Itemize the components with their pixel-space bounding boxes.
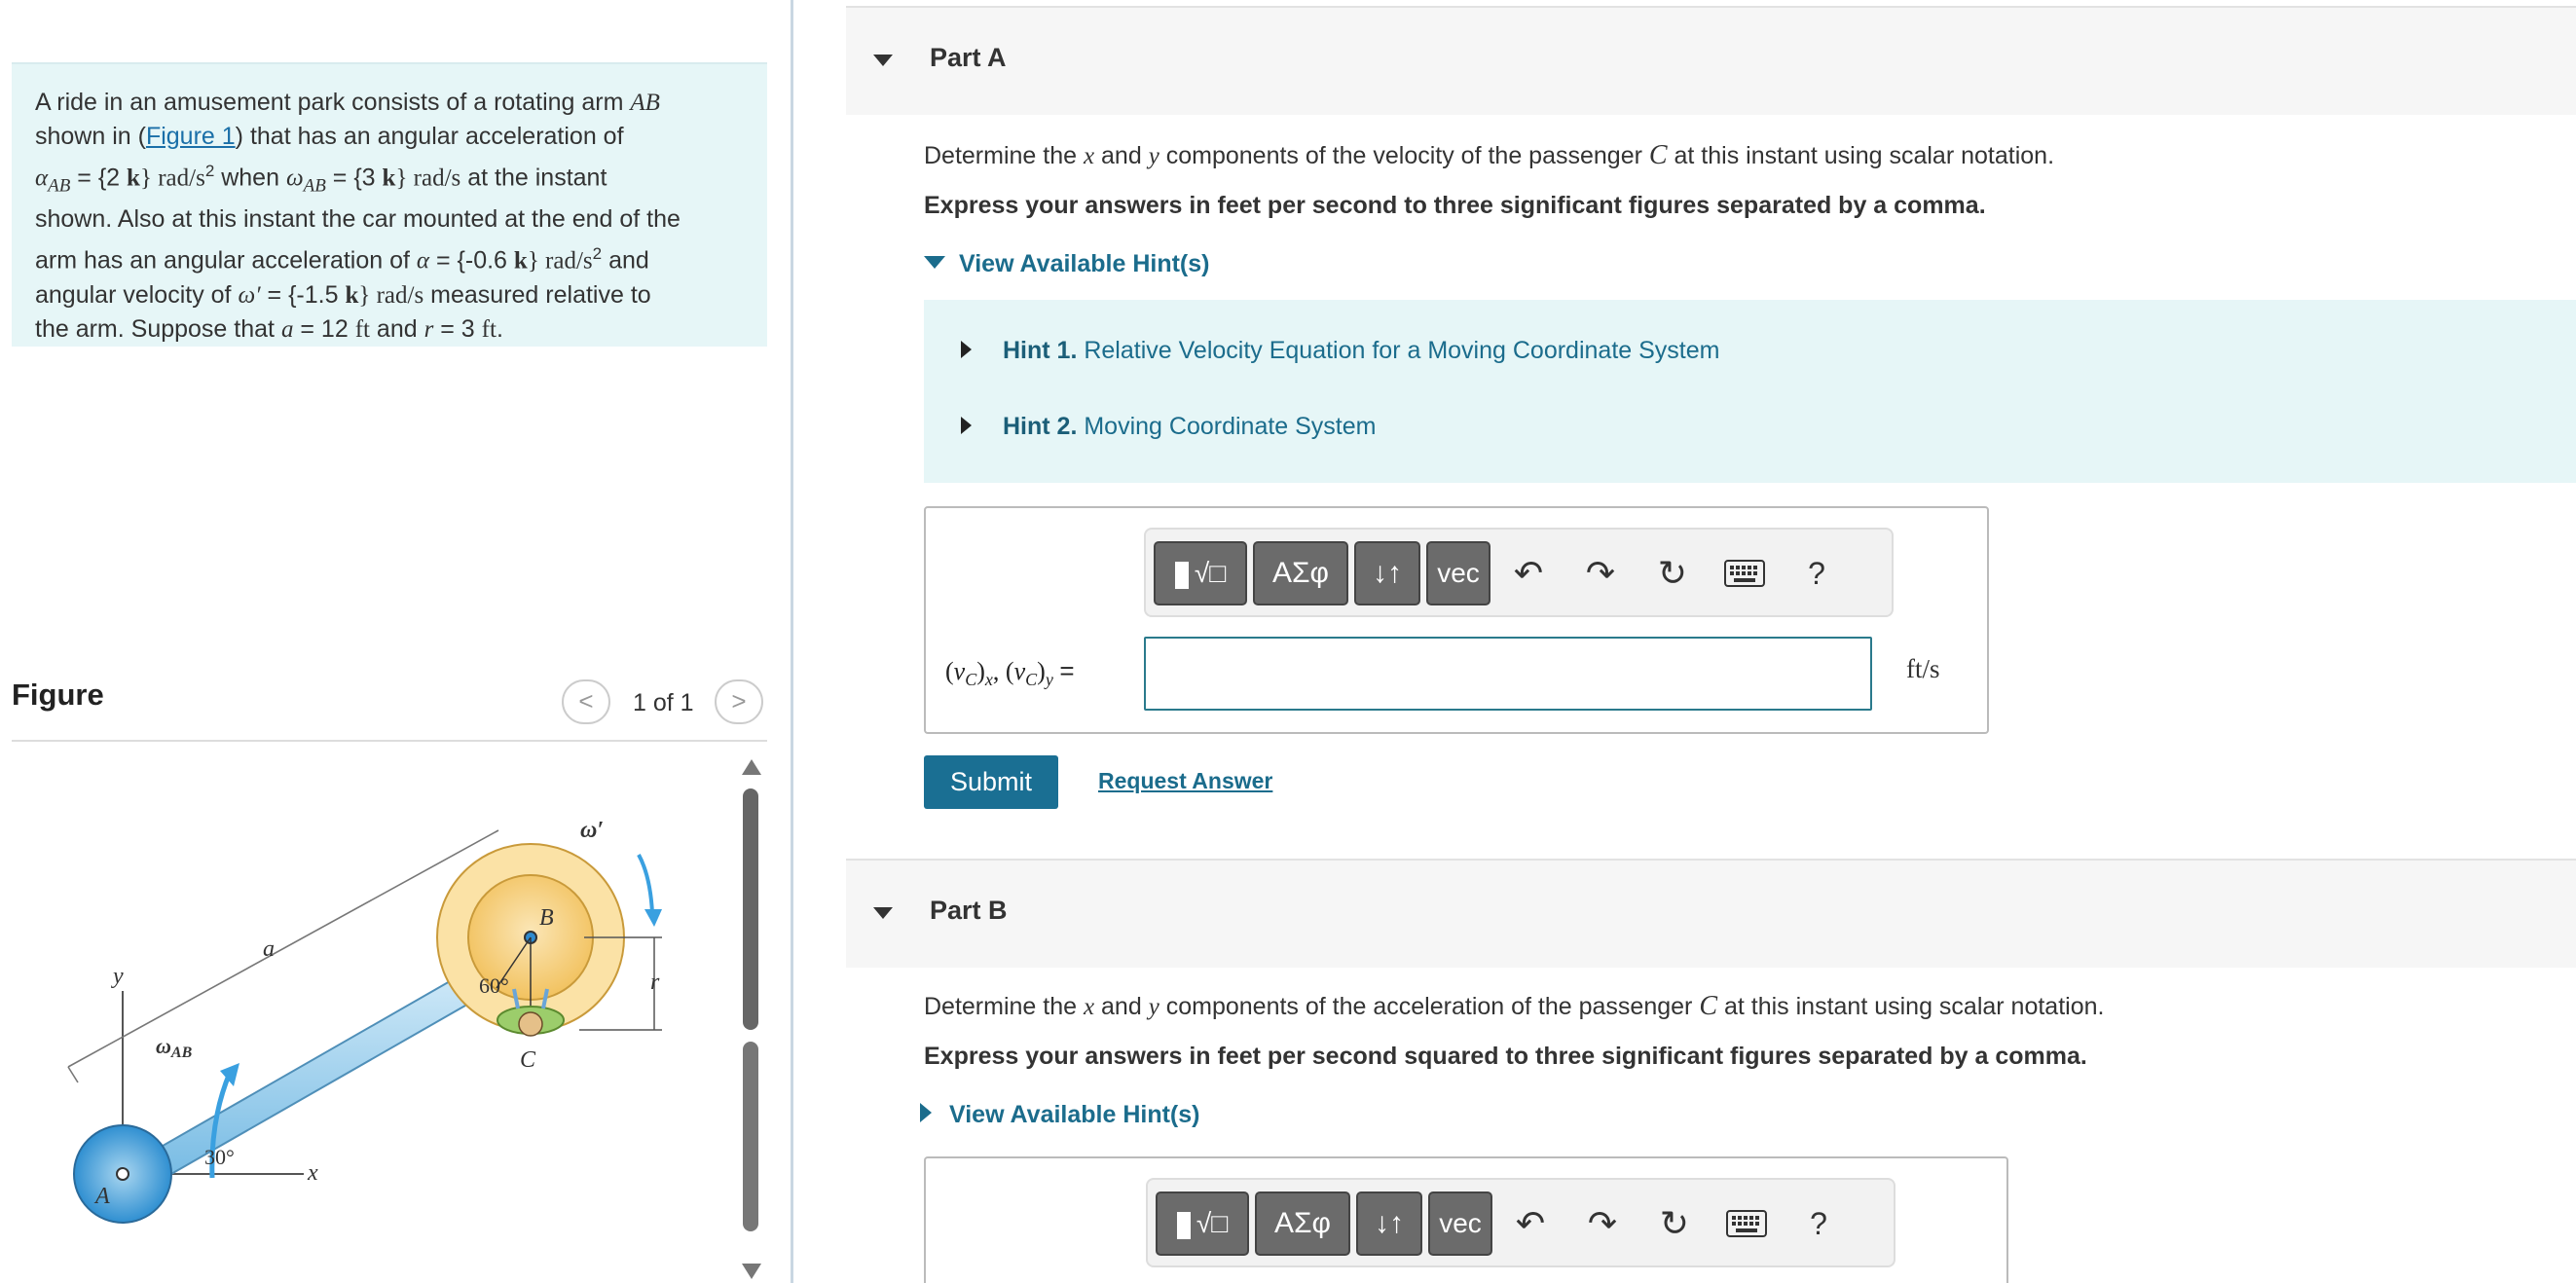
part-a-answer-input[interactable] (1144, 637, 1872, 711)
part-a-instruction: Express your answers in feet per second to three significant figures separated by a comma. (924, 192, 1986, 219)
c-variable: C (1648, 140, 1668, 170)
alpha-ab-sub: AB (48, 175, 71, 197)
problem-text: at the instant (460, 164, 607, 192)
math-toolbar (1146, 1178, 1895, 1267)
right-pane (793, 0, 2576, 1283)
x-variable: x (1083, 143, 1095, 169)
redo-icon[interactable]: ↷ (1585, 553, 1616, 593)
omega-ab-sub: AB (303, 175, 326, 197)
question-text: Determine the (924, 142, 1084, 169)
part-a-header[interactable] (846, 6, 2576, 115)
a-variable: a (280, 315, 294, 343)
k-unit-vector: k (127, 165, 140, 192)
figure-scrollbar[interactable] (740, 759, 761, 1283)
keyboard-icon[interactable] (1718, 545, 1771, 602)
unit: } rad/s (527, 247, 593, 275)
part-b-header[interactable] (846, 859, 2576, 968)
question-text: at this instant using scalar notation. (1717, 993, 2105, 1020)
math-toolbar (1144, 528, 1894, 617)
hint-toggle-label: View Available Hint(s) (959, 250, 1210, 277)
hint-1[interactable] (961, 337, 1719, 365)
alpha-symbol: α (416, 247, 430, 275)
next-figure-button[interactable]: > (715, 679, 763, 724)
hint-number: Hint 2. (1003, 413, 1078, 440)
templates-button[interactable]: √□ (1154, 541, 1247, 605)
unit: } rad/s (358, 281, 424, 309)
templates-button[interactable]: √□ (1156, 1191, 1249, 1256)
reset-icon[interactable]: ↻ (1659, 1203, 1690, 1243)
left-pane (0, 0, 791, 1283)
vector-button[interactable]: vec (1428, 1191, 1492, 1256)
prev-figure-button[interactable]: < (562, 679, 610, 724)
problem-text: angular velocity of (35, 280, 239, 309)
k-unit-vector: k (513, 247, 528, 275)
k-unit-vector: k (345, 281, 359, 309)
question-text: components of the acceleration of the passenger (1159, 993, 1700, 1020)
scroll-thumb[interactable] (743, 788, 758, 1030)
unit: ft (481, 315, 497, 343)
k-unit-vector: k (382, 165, 396, 192)
problem-text: arm has an angular acceleration of (35, 246, 417, 275)
r-variable: r (423, 315, 434, 343)
alpha-value: = {-0.6 (429, 246, 514, 275)
y-variable: y (1148, 143, 1159, 169)
caret-right-icon (961, 341, 972, 358)
vector-button[interactable]: vec (1426, 541, 1490, 605)
question-text: components of the velocity of the passenger (1159, 142, 1649, 169)
figure-diagram (39, 808, 720, 1283)
hints-box (924, 300, 2576, 483)
alpha-ab-value: = {2 (70, 164, 128, 192)
hint-number: Hint 1. (1003, 337, 1078, 364)
problem-text: and (602, 246, 649, 275)
undo-icon[interactable]: ↶ (1513, 553, 1544, 593)
part-a-title: Part A (930, 43, 1007, 72)
problem-text: A ride in an amusement park consists of a rotating arm (35, 89, 631, 116)
undo-icon[interactable]: ↶ (1515, 1203, 1546, 1243)
caret-right-icon (961, 417, 972, 434)
help-icon[interactable]: ? (1808, 556, 1825, 591)
part-a-hint-toggle[interactable] (924, 250, 1209, 278)
x-variable: x (1083, 994, 1095, 1020)
subscript-superscript-button[interactable]: ↓↑ (1356, 1191, 1422, 1256)
problem-text: when (214, 164, 286, 192)
r-value: = 3 (433, 314, 482, 343)
problem-text: shown. Also at this instant the car mounted at the end of the (35, 205, 681, 234)
label-30-degrees: 30° (204, 1145, 235, 1169)
caret-right-icon (920, 1103, 932, 1122)
figure-link[interactable]: Figure 1 (145, 123, 236, 150)
part-a-question (924, 140, 2054, 171)
help-icon[interactable]: ? (1810, 1206, 1827, 1241)
part-b-question (924, 991, 2104, 1022)
scroll-down-arrow-icon[interactable] (742, 1264, 761, 1279)
caret-down-icon (924, 256, 945, 269)
alpha-ab-symbol: α (35, 165, 49, 192)
problem-text: . (496, 314, 503, 343)
label-60-degrees: 60° (479, 973, 509, 998)
problem-text: measured relative to (423, 280, 651, 309)
label-B: B (539, 905, 554, 931)
label-A: A (95, 1184, 110, 1209)
a-value: = 12 (293, 314, 355, 343)
problem-text: shown in ( (35, 123, 146, 150)
question-text: and (1094, 993, 1149, 1020)
label-r: r (650, 970, 660, 995)
greek-button[interactable]: ΑΣφ (1255, 1191, 1350, 1256)
omega-prime-symbol: ω′ (238, 281, 261, 309)
answer-unit: ft/s (1906, 654, 1940, 683)
hint-2[interactable] (961, 413, 1377, 441)
reset-icon[interactable]: ↻ (1657, 553, 1688, 593)
part-b-title: Part B (930, 896, 1008, 925)
label-y: y (113, 964, 124, 989)
omega-prime-value: = {-1.5 (260, 280, 346, 309)
unit: ft (354, 315, 370, 343)
figure-pager: 1 of 1 (633, 689, 694, 716)
y-variable: y (1148, 994, 1159, 1020)
question-text: Determine the (924, 993, 1084, 1020)
problem-statement: A ride in an amusement park consists of a rotating arm AB shown in (Figure 1) that has an angular acceleration of $\alpha_{AB} = \{2$ k} rad/$s^2$ when $\omega_{AB} = \{3$ k} rad/s at the instant shown. Also at this instant the car mounted at the end of the arm has an angular acceleration of α = {-0.6 k} rad/$s^2$ and angular velocity of ω′ = {-1.5 k} rad/s measured relative to the arm. Suppose that a = 12 ft and r = 3 ft. (12, 62, 767, 347)
scroll-thumb-lower[interactable] (743, 1042, 758, 1231)
part-b-instruction: Express your answers in feet per second squared to three significant figures separated by a comma. (924, 1043, 2087, 1070)
hint-title: Moving Coordinate System (1077, 413, 1377, 440)
part-a-answer-box (924, 506, 1989, 734)
request-answer-link[interactable]: Request Answer (1098, 768, 1273, 793)
unit: } rad/s (139, 165, 205, 192)
omega-ab-value: = {3 (325, 164, 383, 192)
hint-toggle-label: View Available Hint(s) (949, 1101, 1200, 1128)
part-b-hint-toggle[interactable] (920, 1101, 1199, 1129)
arm-name: AB (630, 90, 660, 116)
problem-text: and (369, 314, 424, 343)
question-text: at this instant using scalar notation. (1667, 142, 2055, 169)
omega-ab-symbol: ω (285, 165, 304, 192)
problem-text: ) that has an angular acceleration of (235, 123, 624, 150)
answer-label: $(v_C)_x$, $(v_C)_y$ = (945, 656, 1075, 690)
submit-button[interactable]: Submit (924, 755, 1058, 809)
subscript-superscript-button[interactable]: ↓↑ (1354, 541, 1420, 605)
redo-icon[interactable]: ↷ (1587, 1203, 1618, 1243)
caret-down-icon (873, 907, 893, 919)
label-omega-prime: ω′ (580, 818, 605, 843)
figure-header (12, 672, 767, 742)
part-b-answer-box (924, 1156, 2008, 1283)
greek-button[interactable]: ΑΣφ (1253, 541, 1348, 605)
caret-down-icon (873, 55, 893, 66)
c-variable: C (1699, 991, 1718, 1021)
unit: } rad/s (395, 165, 461, 192)
question-text: and (1094, 142, 1149, 169)
problem-text: the arm. Suppose that (35, 314, 281, 343)
scroll-up-arrow-icon[interactable] (742, 759, 761, 775)
label-a: a (263, 936, 275, 962)
keyboard-icon[interactable] (1720, 1195, 1773, 1252)
label-x: x (308, 1160, 318, 1186)
label-C: C (520, 1047, 536, 1073)
figure-title: Figure (12, 678, 104, 712)
hint-title: Relative Velocity Equation for a Moving Coordinate System (1077, 337, 1720, 364)
label-omega-ab: ωAB (156, 1034, 193, 1061)
